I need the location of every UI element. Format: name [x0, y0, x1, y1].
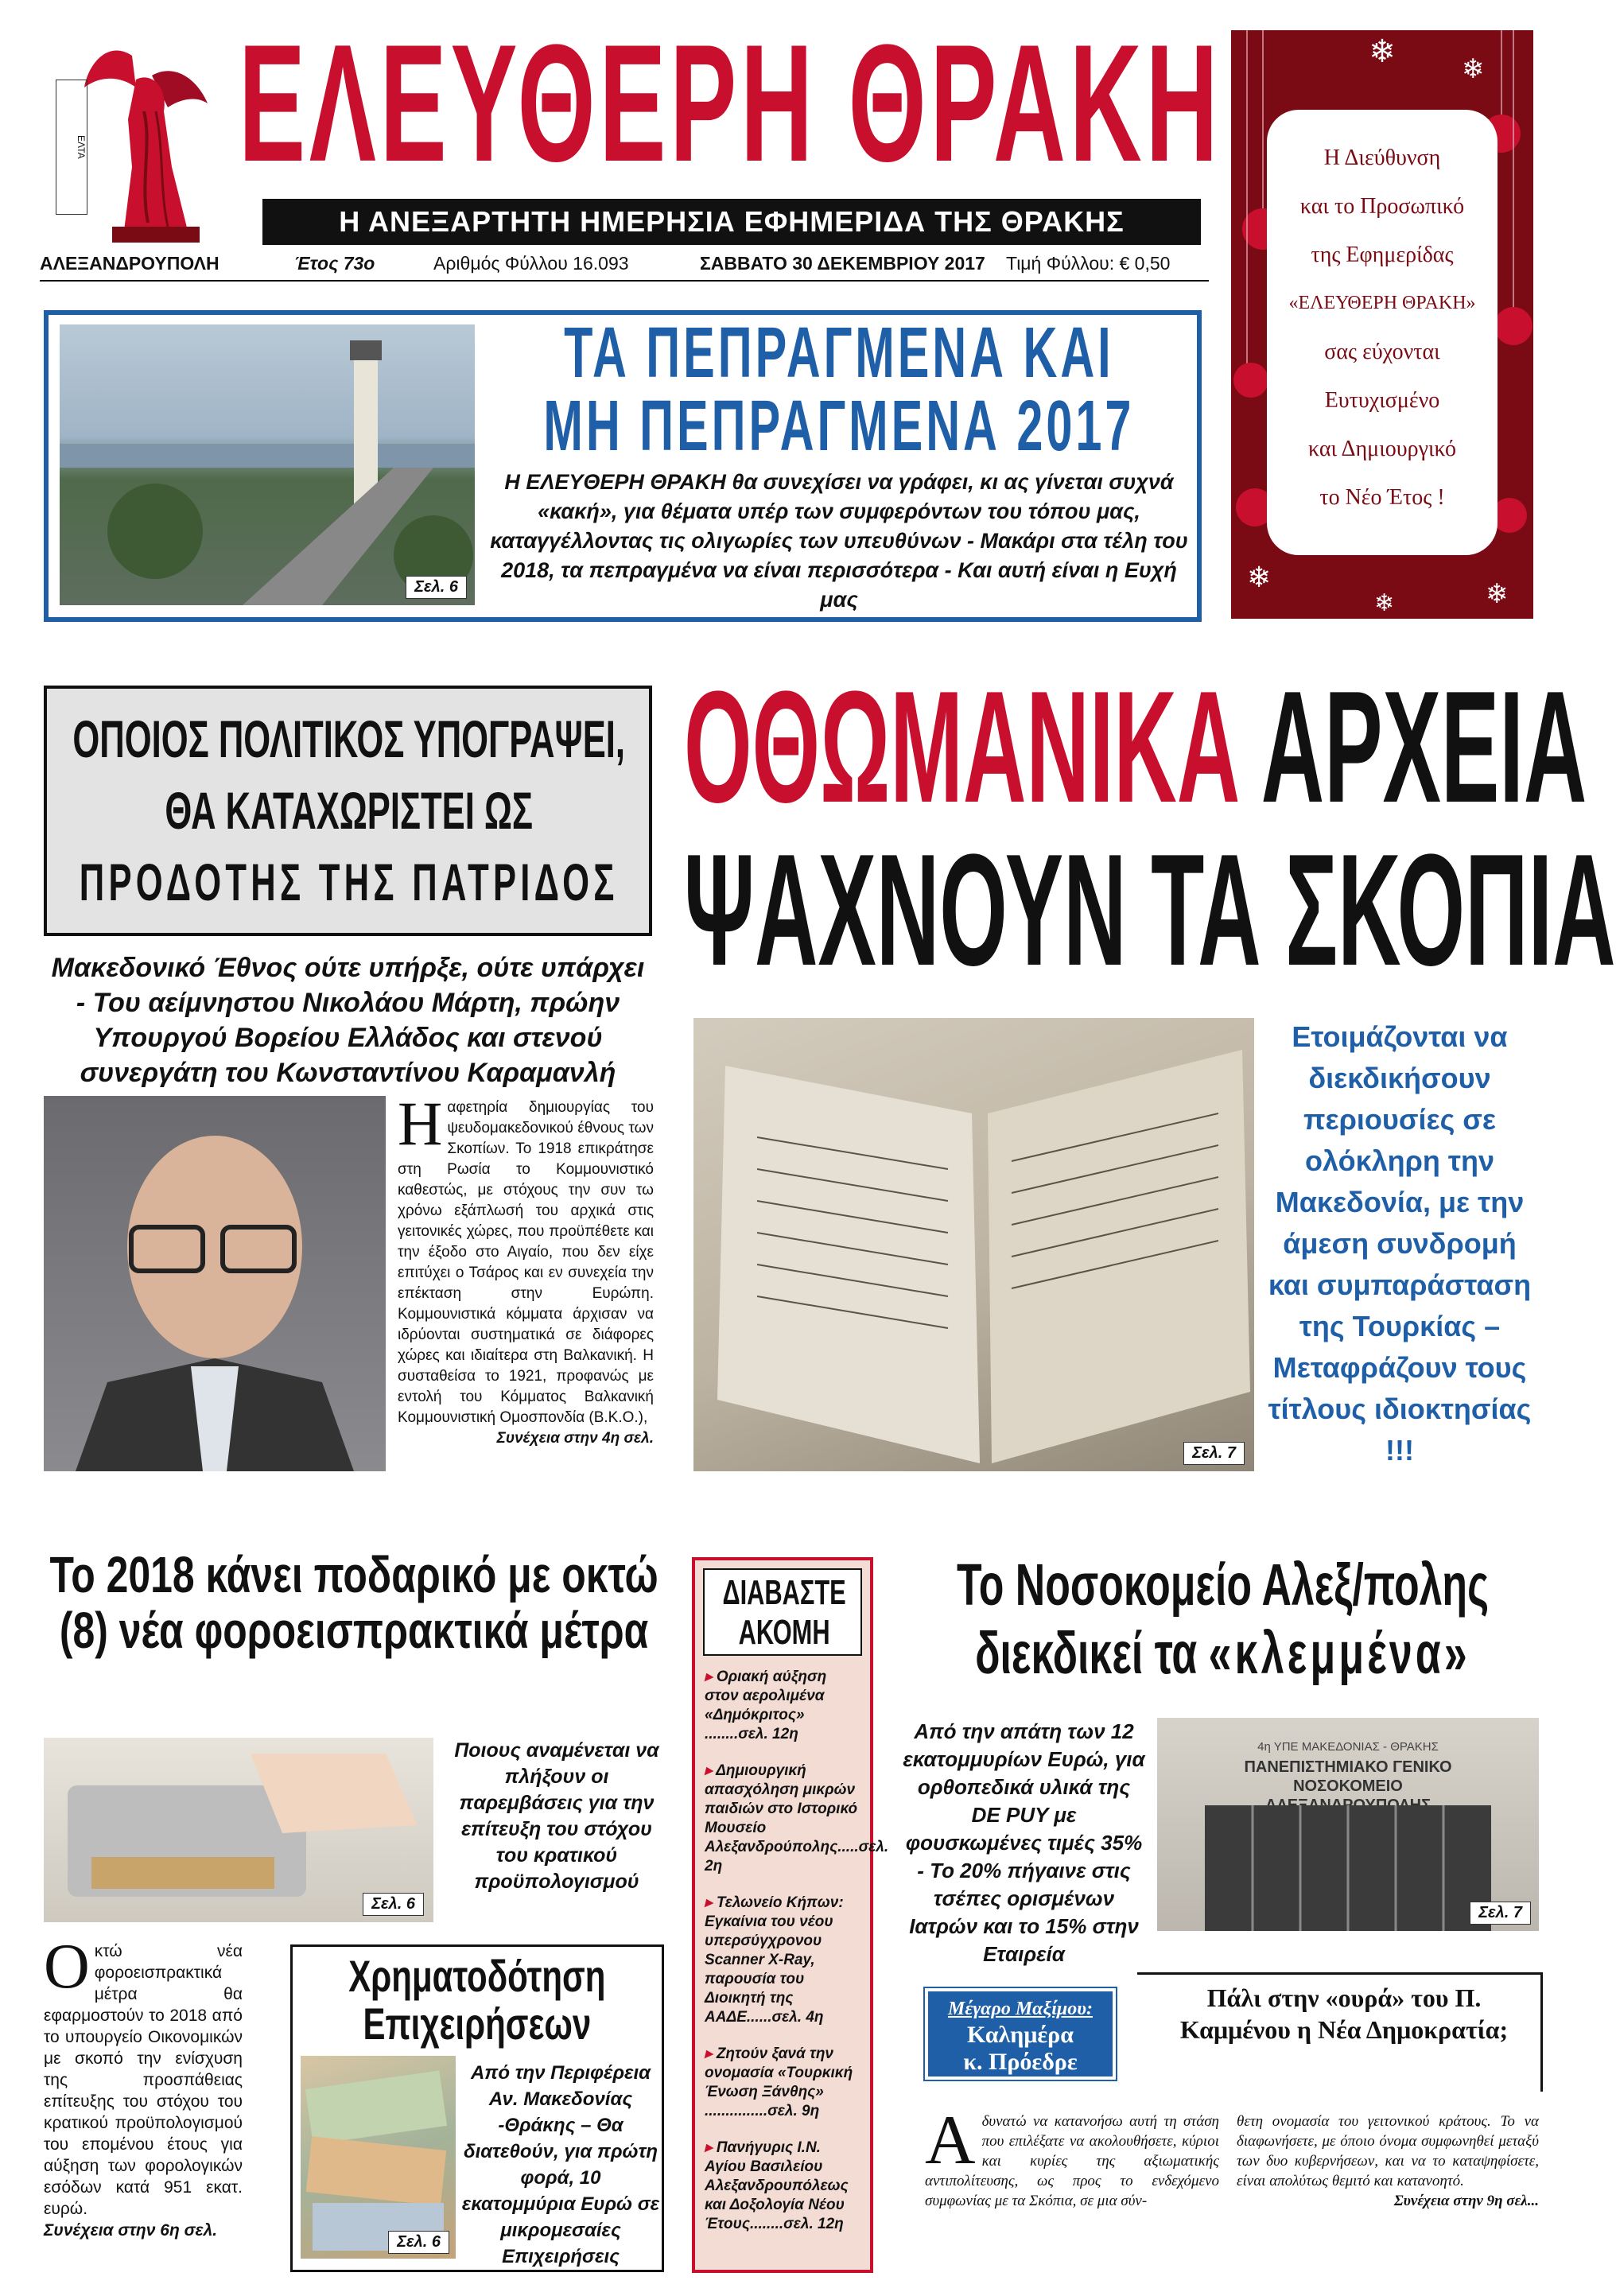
continued-link[interactable]: Συνέχεια στην 4η σελ. — [496, 1430, 654, 1447]
old-book-icon — [693, 1018, 1254, 1471]
lead-headline-line2: ΨΑΧΝΟΥΝ ΤΑ ΣΚΟΠΙΑ — [684, 822, 1616, 999]
greeting-line: Η Διεύθυνση — [1323, 146, 1441, 170]
read-more-item[interactable]: ▸ Οριακή αύξηση στον αερολιμένα «Δημόκριτος» ........σελ. 12η — [705, 1669, 827, 1742]
hospital-headline-box — [903, 1551, 1543, 1702]
maximos-label-box — [925, 1988, 1116, 2080]
politician-body — [398, 1089, 654, 1449]
hospital-headline-line2 — [903, 1619, 1543, 1688]
politician-headline-box — [44, 686, 652, 936]
continued-link[interactable]: Συνέχεια στην 9η σελ... — [1393, 2193, 1539, 2209]
page-ref: Σελ. 7 — [1470, 1902, 1531, 1925]
newspaper-title — [239, 10, 1222, 196]
greeting-line: «ΕΛΕΥΘΕΡΗ ΘΡΑΚΗ» — [1288, 293, 1476, 313]
euro-notes-photo — [301, 2056, 456, 2259]
maximos-label: Μέγαρο Μαξίμου: — [948, 1999, 1093, 2019]
arrow-right-icon: ▸ — [705, 1669, 717, 1685]
hospital-headline-text: διεκδικεί τα — [975, 1620, 1209, 1686]
read-more-list — [705, 1668, 889, 2234]
newspaper-title-text: ΕΛΕΥΘΕΡΗ ΘΡΑΚΗ — [239, 10, 1222, 196]
politician-body-text: αφετηρία δημιουργίας του ψευδομακεδονικού έθνους των Σκοπίων. Το 1918 επικράτησε στη Ρωσία το Κομμουνιστικό καθεστώς, με στόχους την συν τω χρόνω εξάπλωσή του αρχικά στις γειτονικές χώρες, που προϋπέθετε και την έξοδο στο Αιγαίο, που δεν είχε επιτύχει ο Τσάρος και εν συνεχεία την επέκταση στην Ευρώπη. Κομμουνιστικά κόμματα άρχισαν να ιδρύονται συστηματικά σε διάφορες χώρες και ιδιαίτερα στη Βαλκανική. Η συσταθείσα το 1921, προφανώς με εντολή του Κόμματος Βαλκανική Κομμουνιστική Ομοσπονδία (Β.Κ.Ο.), — [398, 1099, 654, 1426]
greeting-line: σας εύχονται — [1324, 340, 1440, 364]
martis-portrait — [44, 1096, 386, 1471]
tax-body-text: κτώ νέα φοροεισπρακτικά μέτρα θα εφαρμοστούν το 2018 από το υπουργείο Οικονομικών με σκοπό την ενίσχυση της προσπάθειας επίτευξης του στόχου του κρατικού προϋπολογισμού του επομένου έτους για αύξηση των φορολογικών εσόδων κατά 951 εκατ. ευρώ. — [44, 1942, 243, 2218]
feature-headline — [489, 313, 1189, 466]
lead-headline-line1 — [684, 658, 1587, 836]
dropcap: Ο — [44, 1932, 90, 2002]
new-year-greeting-ad — [1231, 30, 1533, 619]
feature-text: Η ΕΛΕΥΘΕΡΗ ΘΡΑΚΗ θα συνεχίσει να γράφει, κι ας γίνεται συχνά «κακή», για θέματα υπέρ των συμφερόντων του τόπου μας, καταγγέλλοντας τις ολιγωρίες των υπευθύνων - Μακάρι στα τέλη του 2018, τα πεπραγμένα να είναι περισσότερα - Και αυτή είναι η Ευχή μας — [490, 470, 1188, 612]
svg-text:❄: ❄ — [1462, 54, 1485, 84]
lighthouse-icon — [60, 324, 475, 605]
tax-headline-box — [40, 1547, 668, 1714]
feature-headline-line1: ΤΑ ΠΕΠΡΑΓΜΕΝΑ ΚΑΙ — [564, 313, 1114, 393]
greeting-line: Ευτυχισμένο — [1324, 388, 1440, 413]
issue-year: Έτος 73ο — [294, 253, 375, 274]
banknotes-icon — [301, 2056, 456, 2259]
money-counter-photo — [44, 1738, 433, 1922]
funding-headline: Χρηματοδότηση Επιχειρήσεων — [348, 1951, 606, 2049]
dropcap: Α — [925, 2102, 976, 2179]
page-ref: Σελ. 6 — [363, 1893, 424, 1916]
politician-subhead: Μακεδονικό Έθνος ούτε υπήρξε, ούτε υπάρχει - Του αείμνηστου Νικολάου Μάρτη, πρώην Υπουργού Βορείου Ελλάδος και στενού συνεργάτη του Κωνσταντίνου Καραμανλή — [51, 953, 645, 1088]
read-more-title-box — [703, 1568, 862, 1656]
read-more-item[interactable]: ▸ Πανήγυρις Ι.Ν. Αγίου Βασιλείου Αλεξανδρουπόλεως και Δοξολογία Νέου Έτους........σελ. 12η — [705, 2139, 849, 2232]
svg-text:❄: ❄ — [1247, 561, 1272, 593]
greeting-text — [1267, 134, 1498, 522]
lead-headline-black: ΑΡΧΕΙΑ — [1261, 658, 1587, 836]
funding-text: Από την Περιφέρεια Αν. Μακεδονίας -Θράκης – Θα διατεθούν, για πρώτη φορά, 10 εκατομμύρια Ευρώ σε μικρομεσαίες Επιχειρήσεις — [461, 2062, 660, 2267]
hospital-sign: ΠΑΝΕΠΙΣΤΗΜΙΑΚΟ ΓΕΝΙΚΟ ΝΟΣΟΚΟΜΕΙΟ — [1244, 1758, 1452, 1795]
lighthouse-photo — [60, 324, 475, 605]
politician-headline-line: ΠΡΟΔΟΤΗΣ ΤΗΣ ΠΑΤΡΙΔΟΣ — [79, 853, 619, 911]
maximos-col1 — [925, 2102, 1219, 2211]
hospital-headline-line1: Το Νοσοκομείο Αλεξ/πολης — [956, 1552, 1490, 1618]
svg-text:❄: ❄ — [1486, 579, 1509, 609]
elta-stamp — [56, 80, 87, 215]
feature-headline-line2: ΜΗ ΠΕΠΡΑΓΜΕΝΑ 2017 — [543, 387, 1135, 466]
continued-link[interactable]: Συνέχεια στην 6η σελ. — [44, 2221, 218, 2240]
hospital-headline-quote: «κλεμμένα» — [1208, 1620, 1470, 1686]
politician-headline-line: ΘΑ ΚΑΤΑΧΩΡΙΣΤΕΙ ΩΣ — [165, 781, 534, 840]
read-more-box — [692, 1557, 889, 2273]
arrow-right-icon: ▸ — [705, 2139, 717, 2156]
greeting-line: της Εφημερίδας — [1311, 243, 1454, 267]
tax-body — [44, 1932, 243, 2241]
hospital-text: Από την απάτη των 12 εκατομμυρίων Ευρώ, για ορθοπεδικά υλικά της DE PUY με φουσκωμένες τιμές 35% - Το 20% πήγαινε στις τσέπες ορισμένων Ιατρών και το 15% στην Εταιρεία — [903, 1719, 1145, 1966]
maximos-col2-text: θετη ονομασία του γειτονικού κράτους. Το να διαφωνήσετε, με όποιο όνομα συμφωνηθεί μεταξύ των δυο κυβερνήσεων, και να το καταψηφίσετε, είναι απολύτως θεμιτό και κατανοητό. — [1237, 2113, 1539, 2189]
lead-side-text: Ετοιμάζονται να διεκδικήσουν περιουσίες σε ολόκληρη την Μακεδονία, με την άμεση συνδρομή και συμπαράσταση της Τουρκίας – Μεταφράζουν τους τίτλους ιδιοκτησίας !!! — [1268, 1020, 1532, 1467]
winged-victory-statue-icon — [76, 32, 235, 247]
read-more-title: ΔΙΑΒΑΣΤΕ ΑΚΟΜΗ — [722, 1573, 846, 1652]
read-more-item[interactable]: ▸ Ζητούν ξανά την ονομασία «Τουρκική Ένωση Ξάνθης» ...............σελ. 9η — [705, 2045, 853, 2119]
issue-price: Τιμή Φύλλου: € 0,50 — [1006, 253, 1171, 274]
hospital-sign-top: 4η ΥΠΕ ΜΑΚΕΔΟΝΙΑΣ - ΘΡΑΚΗΣ — [1257, 1740, 1439, 1754]
issue-info-bar — [40, 253, 1209, 282]
greeting-line: το Νέο Έτος ! — [1319, 485, 1445, 510]
arrow-right-icon: ▸ — [705, 1894, 717, 1911]
issue-city: ΑΛΕΞΑΝΔΡΟΥΠΟΛΗ — [40, 253, 219, 274]
elta-label: ΕΛΤΑ — [76, 135, 87, 159]
page-ref: Σελ. 7 — [1183, 1442, 1245, 1465]
svg-text:❄: ❄ — [1369, 34, 1396, 69]
maximos-col2 — [1237, 2111, 1539, 2211]
maximos-col1-text: δυνατώ να κατανοήσω αυτή τη στάση που επιλέξατε να ακολουθήσετε, κύριοι και κυρίες της αξιωματικής αντιπολίτευσης, ως προς το ενδεχόμενο συμφωνίας με τα Σκόπια, σε μια σύν- — [925, 2113, 1219, 2209]
politician-headline-line: ΟΠΟΙΟΣ ΠΟΛΙΤΙΚΟΣ ΥΠΟΓΡΑΨΕΙ, — [72, 709, 626, 768]
page-ref: Σελ. 6 — [406, 576, 467, 599]
issue-date: ΣΑΒΒΑΤΟ 30 ΔΕΚΕΜΒΡΙΟΥ 2017 — [700, 253, 985, 274]
maximos-greeting-1: Καλημέρα — [967, 2022, 1074, 2048]
lead-headline — [684, 658, 1616, 1002]
person-icon — [44, 1096, 386, 1471]
hospital-entrance-photo — [1157, 1718, 1539, 1931]
funding-headline-box — [294, 1952, 660, 2048]
greeting-line: και Δημιουργικό — [1308, 437, 1456, 461]
maximos-headline: Πάλι στην «ουρά» του Π. Καμμένου η Νέα Δημοκρατία; — [1179, 1983, 1509, 2044]
arrow-right-icon: ▸ — [705, 1762, 717, 1779]
read-more-item[interactable]: ▸ Τελωνείο Κήπων: Εγκαίνια του νέου υπερσύγχρονου Scanner X-Ray, παρουσία του Διοικητή της ΑΑΔΕ......σελ. 4η — [705, 1894, 844, 2026]
svg-text:❄: ❄ — [1374, 590, 1395, 616]
masthead-logo — [76, 32, 235, 247]
tax-side-text: Ποιους αναμένεται να πλήξουν οι παρεμβάσεις για την επίτευξη του στόχου του κρατικού προϋπολογισμού — [454, 1739, 659, 1893]
lead-headline-red: ΟΘΩΜΑΝΙΚΑ — [684, 658, 1241, 836]
dropcap: Η — [398, 1089, 443, 1158]
maximos-greeting-2: κ. Πρόεδρε — [963, 2049, 1078, 2075]
issue-number: Αριθμός Φύλλου 16.093 — [433, 253, 629, 274]
page-ref: Σελ. 6 — [388, 2231, 449, 2254]
greeting-line: και το Προσωπικό — [1299, 194, 1465, 219]
newspaper-subtitle: Η ΑΝΕΞΑΡΤΗΤΗ ΗΜΕΡΗΣΙΑ ΕΦΗΜΕΡΙΔΑ ΤΗΣ ΘΡΑΚΗΣ — [262, 199, 1201, 245]
tax-headline: Το 2018 κάνει ποδαρικό με οκτώ (8) νέα φοροεισπρακτικά μέτρα — [49, 1546, 658, 1659]
read-more-item[interactable]: ▸ Δημιουργική απασχόληση μικρών παιδιών στο Ιστορικό Μουσείο Αλεξανδρούπολης.....σελ. 2η — [705, 1762, 889, 1874]
arrow-right-icon: ▸ — [705, 2045, 717, 2062]
ottoman-archive-photo — [693, 1018, 1254, 1471]
